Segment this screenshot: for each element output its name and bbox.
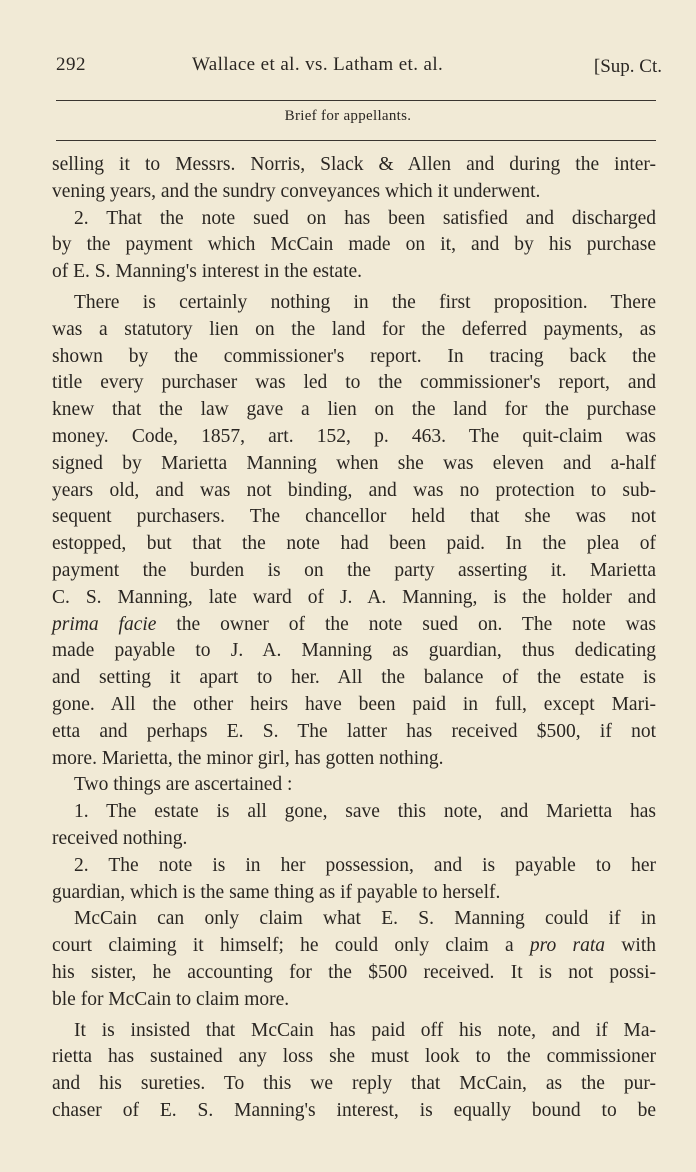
text-line: estopped, but that the note had been paid. In the plea of — [52, 533, 656, 555]
text-line: payment the burden is on the party asserting it. Marietta — [52, 559, 656, 581]
text-line: 2. The note is in her possession, and is payable to her — [74, 854, 656, 876]
text-line: signed by Marietta Manning when she was eleven and a-half — [52, 452, 656, 474]
text-line: selling it to Messrs. Norris, Slack & Allen and during the inter- — [52, 154, 656, 175]
text-line: vening years, and the sundry conveyances which it underwent. — [52, 180, 541, 202]
italic-phrase: prima facie — [52, 613, 157, 635]
text-line: and his sureties. To this we reply that McCain, as the pur- — [52, 1073, 656, 1095]
text-line: guardian, which is the same thing as if payable to herself. — [52, 881, 501, 903]
text-run: with — [605, 935, 657, 957]
text-line: and setting it apart to her. All the balance of the estate is — [52, 667, 656, 689]
text-line: shown by the commissioner's report. In tracing back the — [52, 345, 656, 367]
running-header — [52, 52, 662, 82]
text-line: title every purchaser was led to the commissioner's report, and — [52, 372, 656, 394]
text-line: It is insisted that McCain has paid off his note, and if Ma- — [74, 1019, 656, 1041]
text-line: received nothing. — [52, 827, 188, 849]
text-line: etta and perhaps E. S. The latter has received $500, if not — [52, 720, 656, 742]
page-number: 292 — [56, 54, 86, 75]
text-line: rietta has sustained any loss she must look to the commissioner — [52, 1046, 656, 1068]
text-line: 2. That the note sued on has been satisfied and discharged — [74, 207, 656, 229]
text-run: the owner of the note sued on. The note was — [156, 613, 657, 635]
text-line: ble for McCain to claim more. — [52, 988, 290, 1010]
text-line: made payable to J. A. Manning as guardian, thus dedicating — [52, 640, 656, 662]
text-line: years old, and was not binding, and was no protection to sub- — [52, 479, 656, 501]
text-line: McCain can only claim what E. S. Manning could if in — [74, 908, 656, 930]
court-label: [Sup. Ct. — [593, 56, 662, 77]
text-line: 1. The estate is all gone, save this note, and Marietta has — [74, 801, 656, 823]
text-line: by the payment which McCain made on it, and by his purchase — [52, 234, 656, 256]
subheading-rule — [56, 140, 656, 141]
italic-phrase: pro rata — [529, 935, 606, 957]
text-line: knew that the law gave a lien on the land for the purchase — [52, 399, 656, 421]
header-rule — [56, 100, 656, 101]
text-line: C. S. Manning, late ward of J. A. Manning, is the holder and — [52, 586, 656, 608]
text-line: There is certainly nothing in the first proposition. There — [74, 291, 656, 313]
text-line: chaser of E. S. Manning's interest, is equally bound to be — [52, 1099, 656, 1121]
text-line: sequent purchasers. The chancellor held that she was not — [52, 506, 656, 528]
text-line — [52, 933, 656, 960]
text-line — [52, 612, 656, 639]
running-title: Wallace et al. vs. Latham et. al. — [192, 54, 444, 75]
text-run: court claiming it himself; he could only claim a — [52, 935, 530, 957]
text-line: his sister, he accounting for the $500 received. It is not possi- — [52, 961, 656, 983]
body-text — [52, 152, 656, 1125]
text-line: was a statutory lien on the land for the deferred payments, as — [52, 318, 656, 340]
section-subheading: Brief for appellants. — [284, 108, 412, 124]
text-line: gone. All the other heirs have been paid in full, except Mari- — [52, 693, 656, 715]
text-line: more. Marietta, the minor girl, has gotten nothing. — [52, 747, 444, 769]
text-line: of E. S. Manning's interest in the estate. — [52, 261, 363, 283]
text-line: Two things are ascertained : — [74, 774, 293, 796]
text-line: money. Code, 1857, art. 152, p. 463. The quit-claim was — [52, 425, 656, 447]
